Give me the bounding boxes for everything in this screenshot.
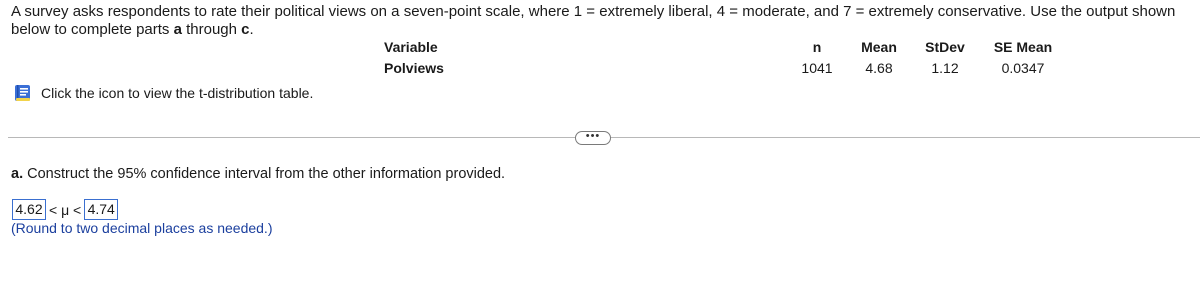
mu-inequality: < μ <: [49, 201, 82, 218]
book-icon[interactable]: [13, 84, 32, 102]
cell-mean: 4.68: [865, 60, 893, 76]
upper-bound-input[interactable]: 4.74: [84, 199, 118, 220]
cell-n: 1041: [801, 60, 833, 76]
intro-text: A survey asks respondents to rate their political views on a seven-point scale, where 1 = extremely liberal, 4 = moderate, and 7 = extremely conservative. Use the output shown below to complete parts: [11, 3, 1176, 38]
header-stdev: StDev: [925, 39, 965, 55]
part-c-label: c: [241, 21, 250, 38]
expand-button[interactable]: [575, 131, 611, 145]
ellipsis-icon: •••: [585, 130, 601, 142]
cell-se-mean: 0.0347: [1001, 60, 1045, 76]
header-variable: Variable: [384, 39, 438, 55]
part-a-marker: a.: [11, 166, 24, 182]
cell-variable: Polviews: [384, 60, 444, 76]
question-part-a: [11, 166, 505, 182]
intro-through: through: [181, 21, 242, 38]
problem-statement: [11, 3, 1191, 39]
header-mean: Mean: [861, 39, 897, 55]
question-a-text: Construct the 95% confidence interval from the other information provided.: [23, 166, 506, 182]
rounding-note: (Round to two decimal places as needed.): [11, 220, 273, 236]
help-link-text[interactable]: Click the icon to view the t-distribution table.: [41, 85, 314, 101]
header-n: n: [812, 39, 822, 55]
cell-stdev: 1.12: [931, 60, 959, 76]
header-se-mean: SE Mean: [993, 39, 1053, 55]
intro-end: .: [249, 21, 254, 38]
part-a-label: a: [173, 21, 182, 38]
confidence-interval-answer: [12, 199, 118, 220]
stats-output-table: [0, 38, 1200, 82]
lower-bound-input[interactable]: 4.62: [12, 199, 46, 220]
t-table-help-link[interactable]: [13, 84, 313, 102]
